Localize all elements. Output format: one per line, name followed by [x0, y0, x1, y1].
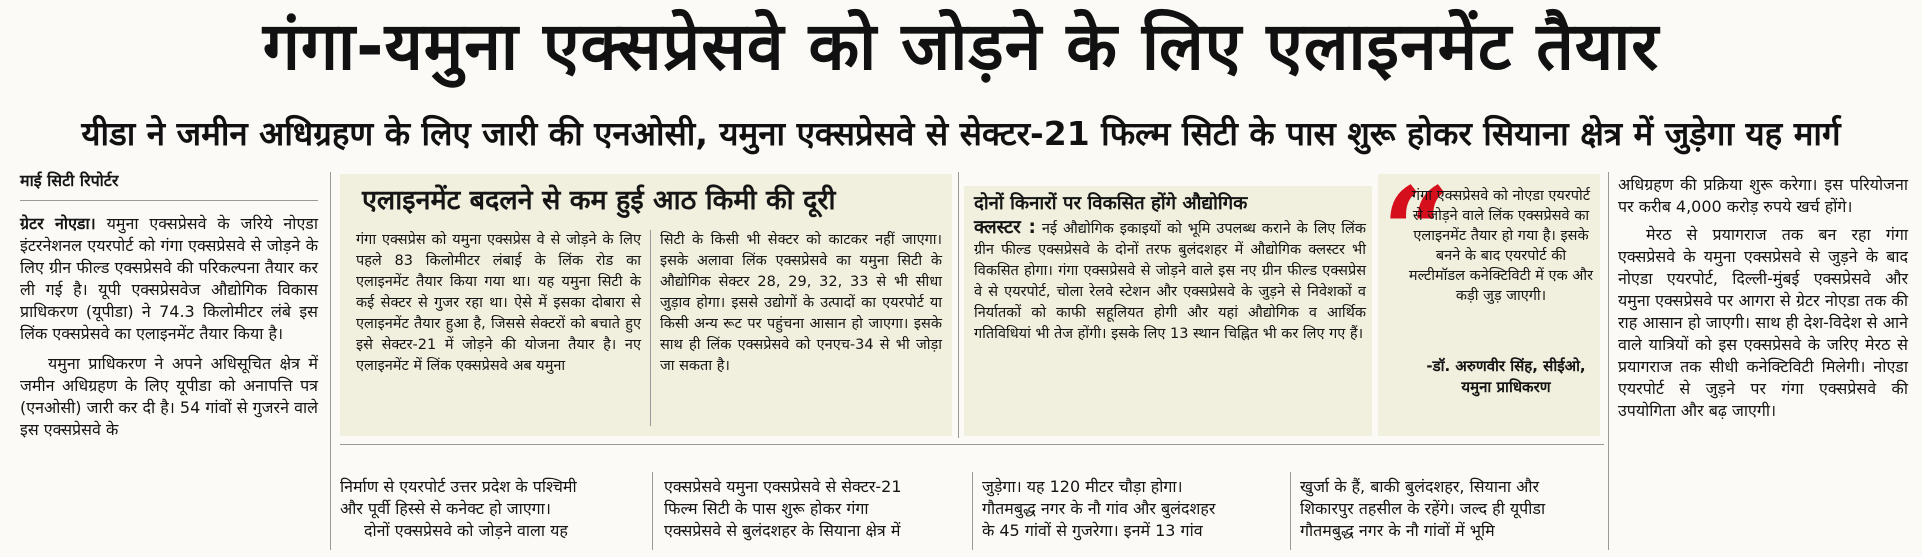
bottom-line: दोनों एक्सप्रेसवे को जोड़ने वाला यह — [364, 521, 568, 540]
byline: माई सिटी रिपोर्टर — [20, 171, 119, 190]
box-text-right: सिटी के किसी भी सेक्टर को काटकर नहीं जाएगा। इसके अलावा लिंक एक्सप्रेसवे का यमुना सिटी के औद्योगिक सेक्टर 28, 29, 32, 33 से भी सीधा जुड़ाव होगा। इससे उद्योगों के उत्पादों का एयरपोर्ट या किसी अन्य रूट पर पहुंचना आसान हो जाएगा। इसके साथ ही लिंक एक्सप्रेसवे को एनएच-34 से भी जोड़ा जा सकता है। — [660, 232, 942, 374]
byline-divider — [20, 200, 318, 201]
box-industrial-title-2: क्लस्टर : — [974, 217, 1036, 238]
column-right — [1618, 174, 1908, 426]
bottom-column-1 — [340, 476, 640, 542]
bottom-line: निर्माण से एयरपोर्ट उत्तर प्रदेश के पश्चिमी — [340, 477, 577, 496]
bottom-line: के 45 गांवों से गुजरेगा। इनमें 13 गांव — [982, 521, 1203, 540]
bottom-line: एक्सप्रेसवे से बुलंदशहर के सियाना क्षेत्र में — [664, 521, 901, 540]
bottom-line: और पूर्वी हिस्से से कनेक्ट हो जाएगा। — [340, 499, 551, 518]
bottom-line: गौतमबुद्ध नगर के नौ गांव और बुलंदशहर — [982, 499, 1216, 518]
column-divider-3 — [1608, 172, 1609, 550]
paragraph-2: यमुना प्राधिकरण ने अपने अधिसूचित क्षेत्र में जमीन अधिग्रहण के लिए यूपीडा को अनापत्ति पत्र (एनओसी) जारी कर दी है। 54 गांवों से गुजरने वाले इस एक्सप्रेसवे के — [20, 354, 318, 439]
box-industrial-text: नई औद्योगिक इकाइयों को भूमि उपलब्ध कराने के लिए लिंक ग्रीन फील्ड एक्सप्रेसवे के दोनों तरफ बुलंदशहर में औद्योगिक क्लस्टर भी विकसित होगा। गंगा एक्सप्रेसवे से जोड़ने वाले इस नए ग्रीन फील्ड एक्सप्रेस वे से एयरपोर्ट, चोला रेलवे स्टेशन और एक्सप्रेसवे के जुड़ने से निवेशकों व निर्यातकों को काफी सहूलियत होगी और यहां औद्योगिक व आर्थिक गतिविधियां भी तेज होंगी। इसके लिए 13 स्थान चिह्नित भी कर लिए गए हैं। — [974, 221, 1366, 342]
right-paragraph-2: मेरठ से प्रयागराज तक बन रहा गंगा एक्सप्रेसवे के यमुना एक्सप्रेसवे से जुड़ने के बाद नोएडा एयरपोर्ट, दिल्ली-मुंबई एक्सप्रेसवे और यमुना एक्सप्रेसवे पर आगरा से ग्रेटर नोएडा तक की राह आसान हो जाएगी। साथ ही देश-विदेश से आने वाले यात्रियों को इस एक्सप्रेसवे के जरिए मेरठ से प्रयागराज तक सीधी कनेक्टिविटी मिलेगी। नोएडा एयरपोर्ट से जुड़ने पर गंगा एक्सप्रेसवे की उपयोगिता और बढ़ जाएगी। — [1618, 225, 1908, 420]
sidebar-box-industrial — [964, 186, 1372, 436]
box-title-distance: एलाइनमेंट बदलने से कम हुई आठ किमी की दूरी — [362, 185, 836, 216]
bottom-divider-v1 — [652, 472, 653, 550]
quote-text: गंगा एक्सप्रेसवे को नोएडा एयरपोर्ट से जोड़ने वाले लिंक एक्सप्रेसवे का एलाइनमेंट तैयार हो गया है। इसके बनने के बाद एयरपोर्ट की मल्टीमॉडल कनेक्टिविटी में एक और कड़ी जुड़ जाएगी। — [1408, 188, 1594, 304]
dateline: ग्रेटर नोएडा। — [20, 214, 96, 233]
quote-box — [1378, 161, 1600, 436]
lead-paragraph — [20, 213, 318, 345]
bottom-divider-v3 — [1290, 472, 1291, 550]
subheadline: यीडा ने जमीन अधिग्रहण के लिए जारी की एनओसी, यमुना एक्सप्रेसवे से सेक्टर-21 फिल्म सिटी के पास शुरू होकर सियाना क्षेत्र में जुड़ेगा यह मार्ग — [81, 114, 1841, 153]
quote-attribution: -डॉ. अरुणवीर सिंह, सीईओ, यमुना प्राधिकरण — [1426, 357, 1586, 396]
bottom-line: फिल्म सिटी के पास शुरू होकर गंगा — [664, 499, 869, 518]
headline: गंगा-यमुना एक्सप्रेसवे को जोड़ने के लिए एलाइनमेंट तैयार — [262, 8, 1660, 85]
bottom-line: गौतमबुद्ध नगर के नौ गांवों में भूमि — [1300, 521, 1495, 540]
bottom-column-3 — [982, 476, 1282, 542]
column-left — [20, 170, 318, 445]
column-divider-2 — [958, 172, 959, 438]
bottom-divider-v2 — [972, 472, 973, 550]
box-industrial-body — [974, 192, 1366, 345]
column-divider-1 — [330, 172, 331, 550]
box-text-left: गंगा एक्सप्रेस को यमुना एक्सप्रेस वे से जोड़ने के लिए पहले 83 किलोमीटर लंबाई के लिंक रोड का एलाइनमेंट तैयार किया गया था। यह यमुना सिटी के कई सेक्टर से गुजर रहा था। ऐसे में इसका दोबारा से एलाइनमेंट तैयार हुआ है, जिससे सेक्टरों को बचाते हुए इसे सेक्टर-21 में जोड़ने की योजना तैयार है। नए एलाइनमेंट में लिंक एक्सप्रेसवे अब यमुना — [356, 232, 641, 374]
bottom-line: जुड़ेगा। यह 120 मीटर चौड़ा होगा। — [982, 477, 1183, 496]
box-divider — [650, 230, 651, 426]
box-industrial-title: दोनों किनारों पर विकसित होंगे औद्योगिक — [974, 193, 1248, 214]
bottom-line: शिकारपुर तहसील के रहेंगे। जल्द ही यूपीडा — [1300, 499, 1546, 518]
sidebar-box-distance — [340, 174, 952, 436]
right-paragraph-1: अधिग्रहण की प्रक्रिया शुरू करेगा। इस परियोजना पर करीब 4,000 करोड़ रुपये खर्च होंगे। — [1618, 175, 1908, 216]
bottom-line: एक्सप्रेसवे यमुना एक्सप्रेसवे से सेक्टर-21 — [664, 477, 902, 496]
lead-text: यमुना एक्सप्रेसवे के जरिये नोएडा इंटरनेशनल एयरपोर्ट को गंगा एक्सप्रेसवे से जोड़ने के लिए ग्रीन फील्ड एक्सप्रेसवे की परिकल्पना तैयार कर ली गई है। यूपी एक्सप्रेसवेज औद्योगिक विकास प्राधिकरण (यूपीडा) ने 74.3 किलोमीटर लंबे इस लिंक एक्सप्रेसवे का एलाइनमेंट तैयार किया है। — [20, 214, 318, 343]
bottom-divider — [340, 444, 1604, 445]
bottom-column-4 — [1300, 476, 1600, 542]
quote-mark-icon: “ — [1382, 161, 1452, 302]
bottom-column-2 — [664, 476, 964, 542]
bottom-line: खुर्जा के हैं, बाकी बुलंदशहर, सियाना और — [1300, 477, 1540, 496]
